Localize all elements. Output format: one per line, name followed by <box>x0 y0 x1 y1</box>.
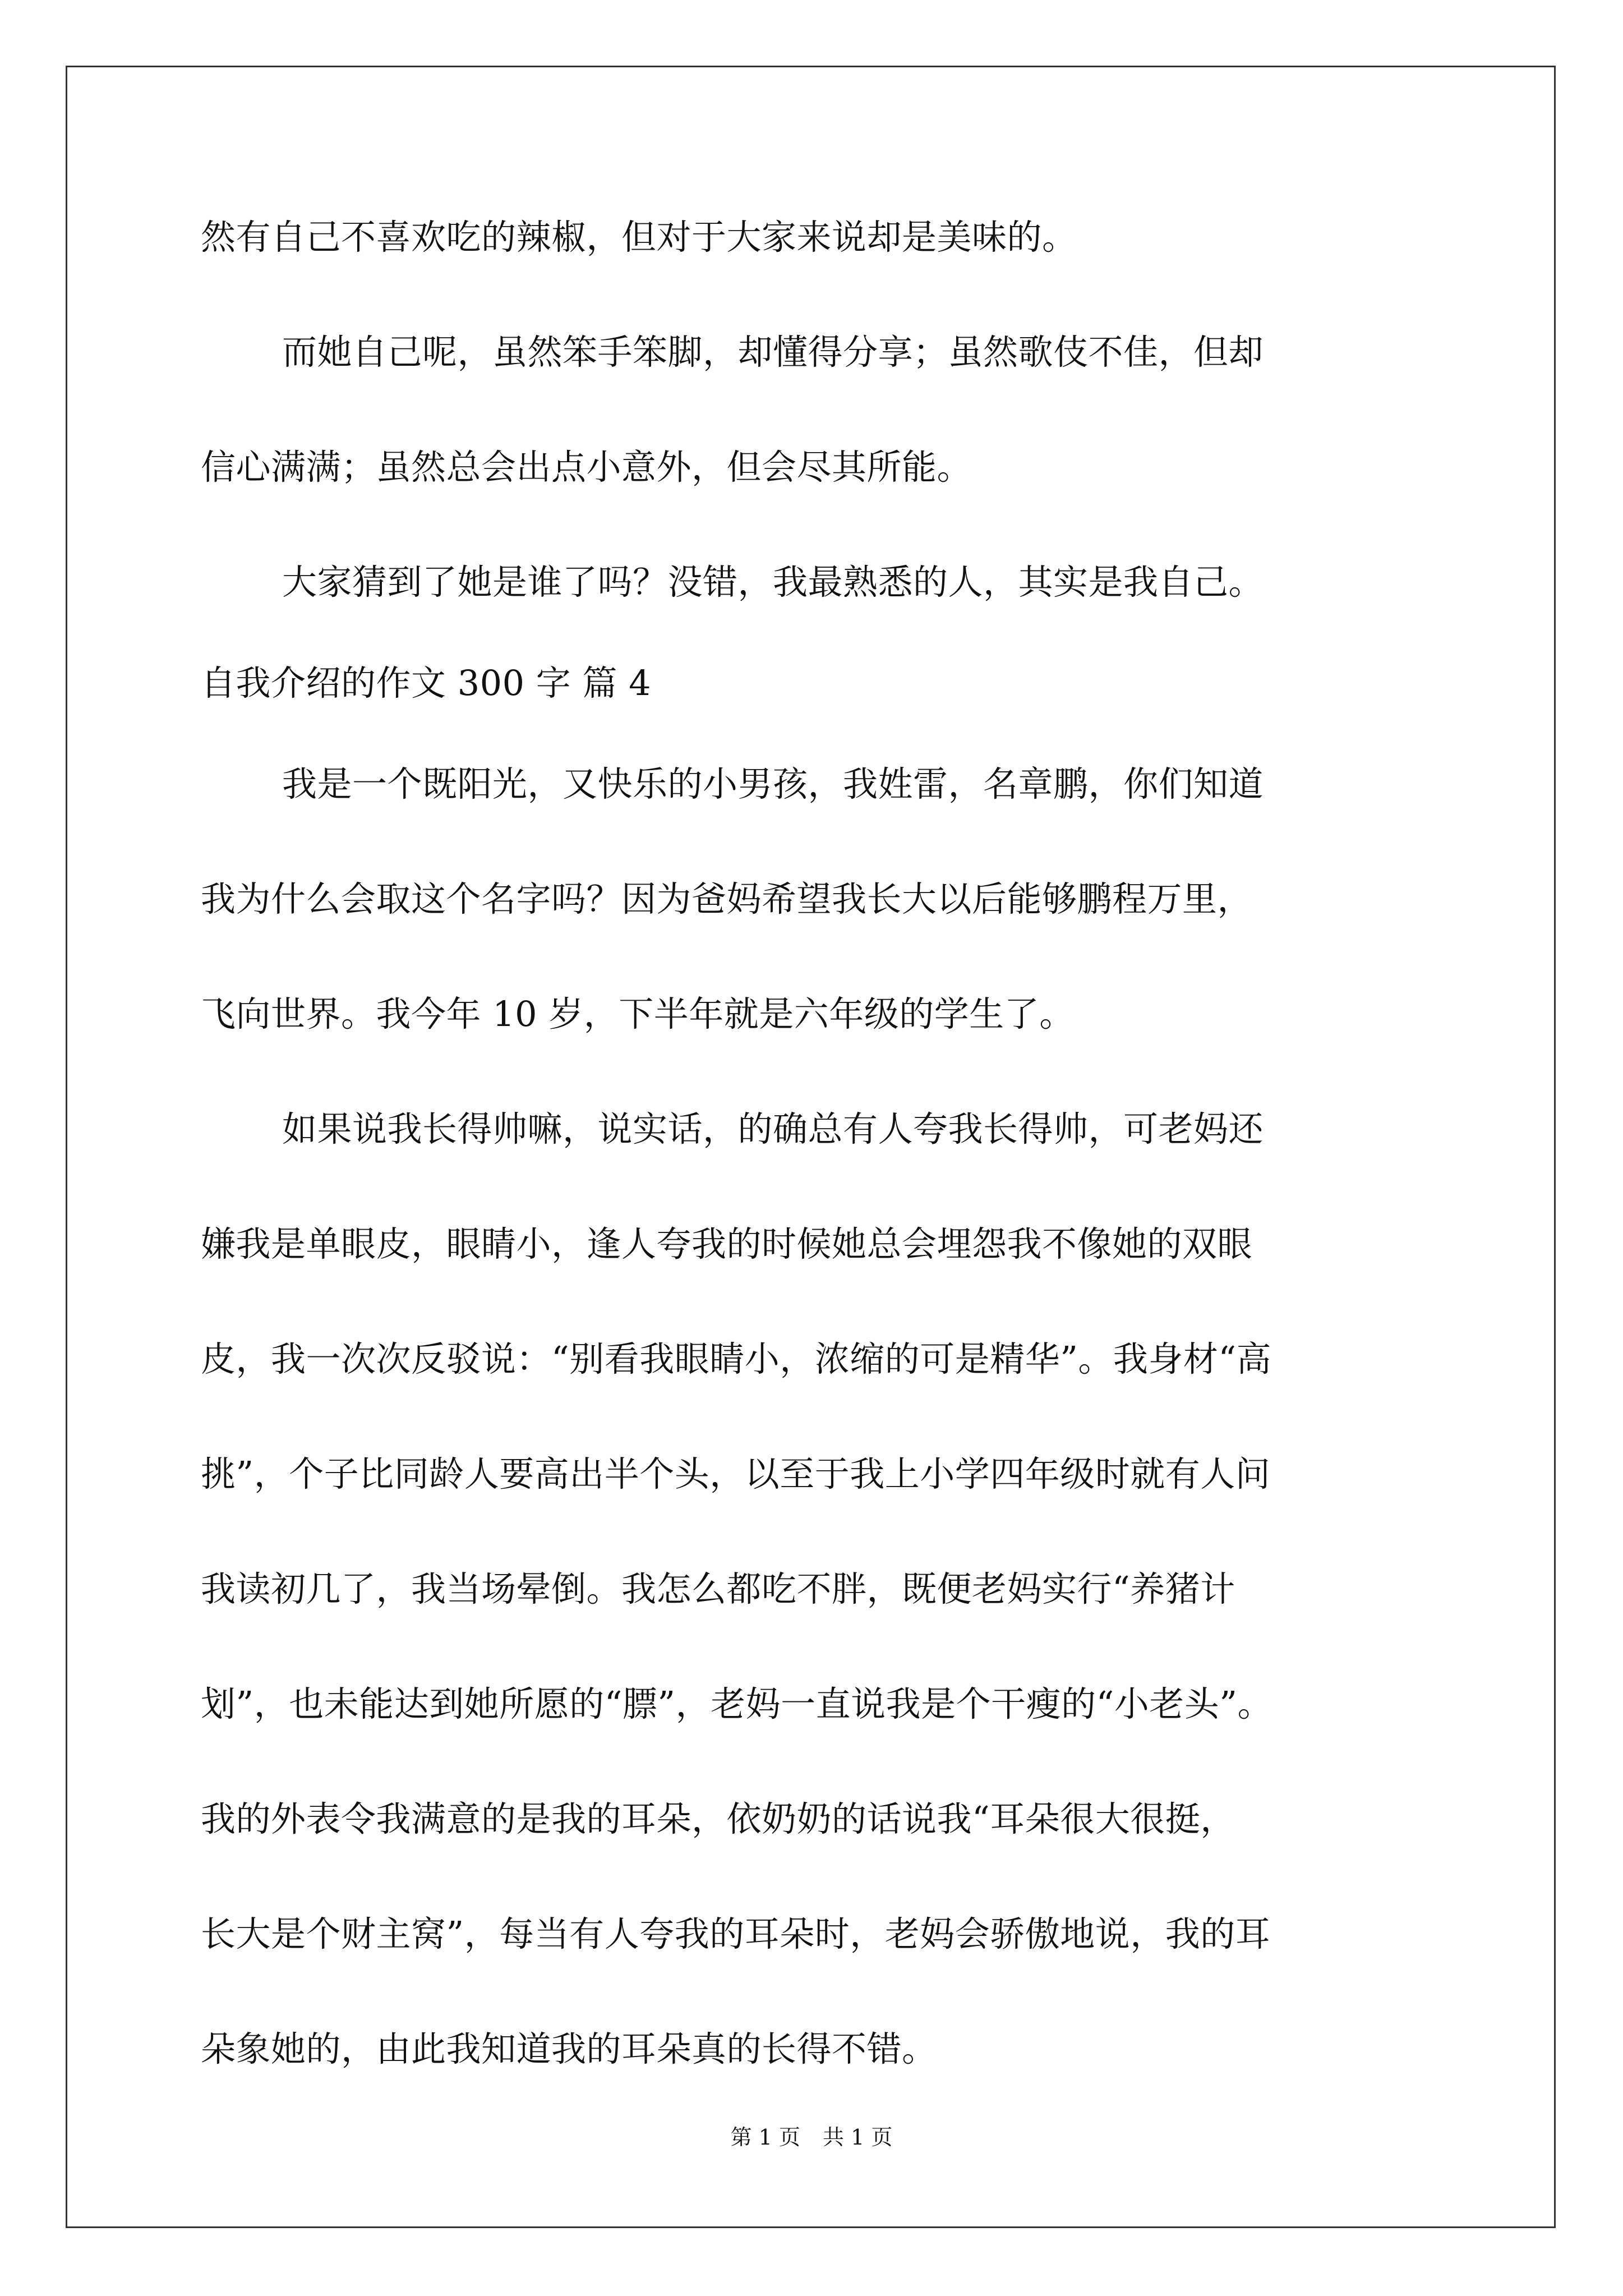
paragraph-line: 皮，我一次次反驳说：“别看我眼睛小，浓缩的可是精华”。我身材“高 <box>201 1338 1272 1379</box>
page-total: 共 1 页 <box>823 2125 893 2150</box>
paragraph-line: 大家猜到了她是谁了吗？没错，我最熟悉的人，其实是我自己。 <box>282 562 1264 602</box>
page-footer <box>0 2123 1623 2151</box>
paragraph-line: 我的外表令我满意的是我的耳朵，依奶奶的话说我“耳朵很大很挺， <box>201 1798 1235 1839</box>
section-heading: 自我介绍的作文 300 字 篇 4 <box>201 662 652 703</box>
paragraph-line: 朵象她的，由此我知道我的耳朵真的长得不错。 <box>201 2028 937 2069</box>
paragraph-line: 飞向世界。我今年 10 岁，下半年就是六年级的学生了。 <box>201 993 1075 1034</box>
paragraph-line: 而她自己呢，虽然笨手笨脚，却懂得分享；虽然歌伎不佳，但却 <box>282 332 1264 372</box>
paragraph-line: 挑”，个子比同龄人要高出半个头，以至于我上小学四年级时就有人问 <box>201 1453 1271 1494</box>
paragraph-line: 我读初几了，我当场晕倒。我怎么都吃不胖，既便老妈实行“养猪计 <box>201 1568 1235 1609</box>
paragraph-line: 我为什么会取这个名字吗？因为爸妈希望我长大以后能够鹏程万里， <box>201 878 1253 919</box>
paragraph-line: 如果说我长得帅嘛，说实话，的确总有人夸我长得帅，可老妈还 <box>282 1108 1264 1149</box>
paragraph-line: 我是一个既阳光，又快乐的小男孩，我姓雷，名章鹏，你们知道 <box>282 763 1264 804</box>
paragraph-line: 信心满满；虽然总会出点小意外，但会尽其所能。 <box>201 447 972 487</box>
paragraph-line: 划”，也未能达到她所愿的“膘”，老妈一直说我是个干瘦的“小老头”。 <box>201 1683 1272 1724</box>
paragraph-line: 长大是个财主窝”，每当有人夸我的耳朵时，老妈会骄傲地说，我的耳 <box>201 1913 1271 1954</box>
paragraph-line: 然有自己不喜欢吃的辣椒，但对于大家来说却是美味的。 <box>201 217 1077 257</box>
page-number: 第 1 页 <box>730 2125 800 2150</box>
paragraph-line: 嫌我是单眼皮，眼睛小，逢人夸我的时候她总会埋怨我不像她的双眼 <box>201 1223 1253 1264</box>
